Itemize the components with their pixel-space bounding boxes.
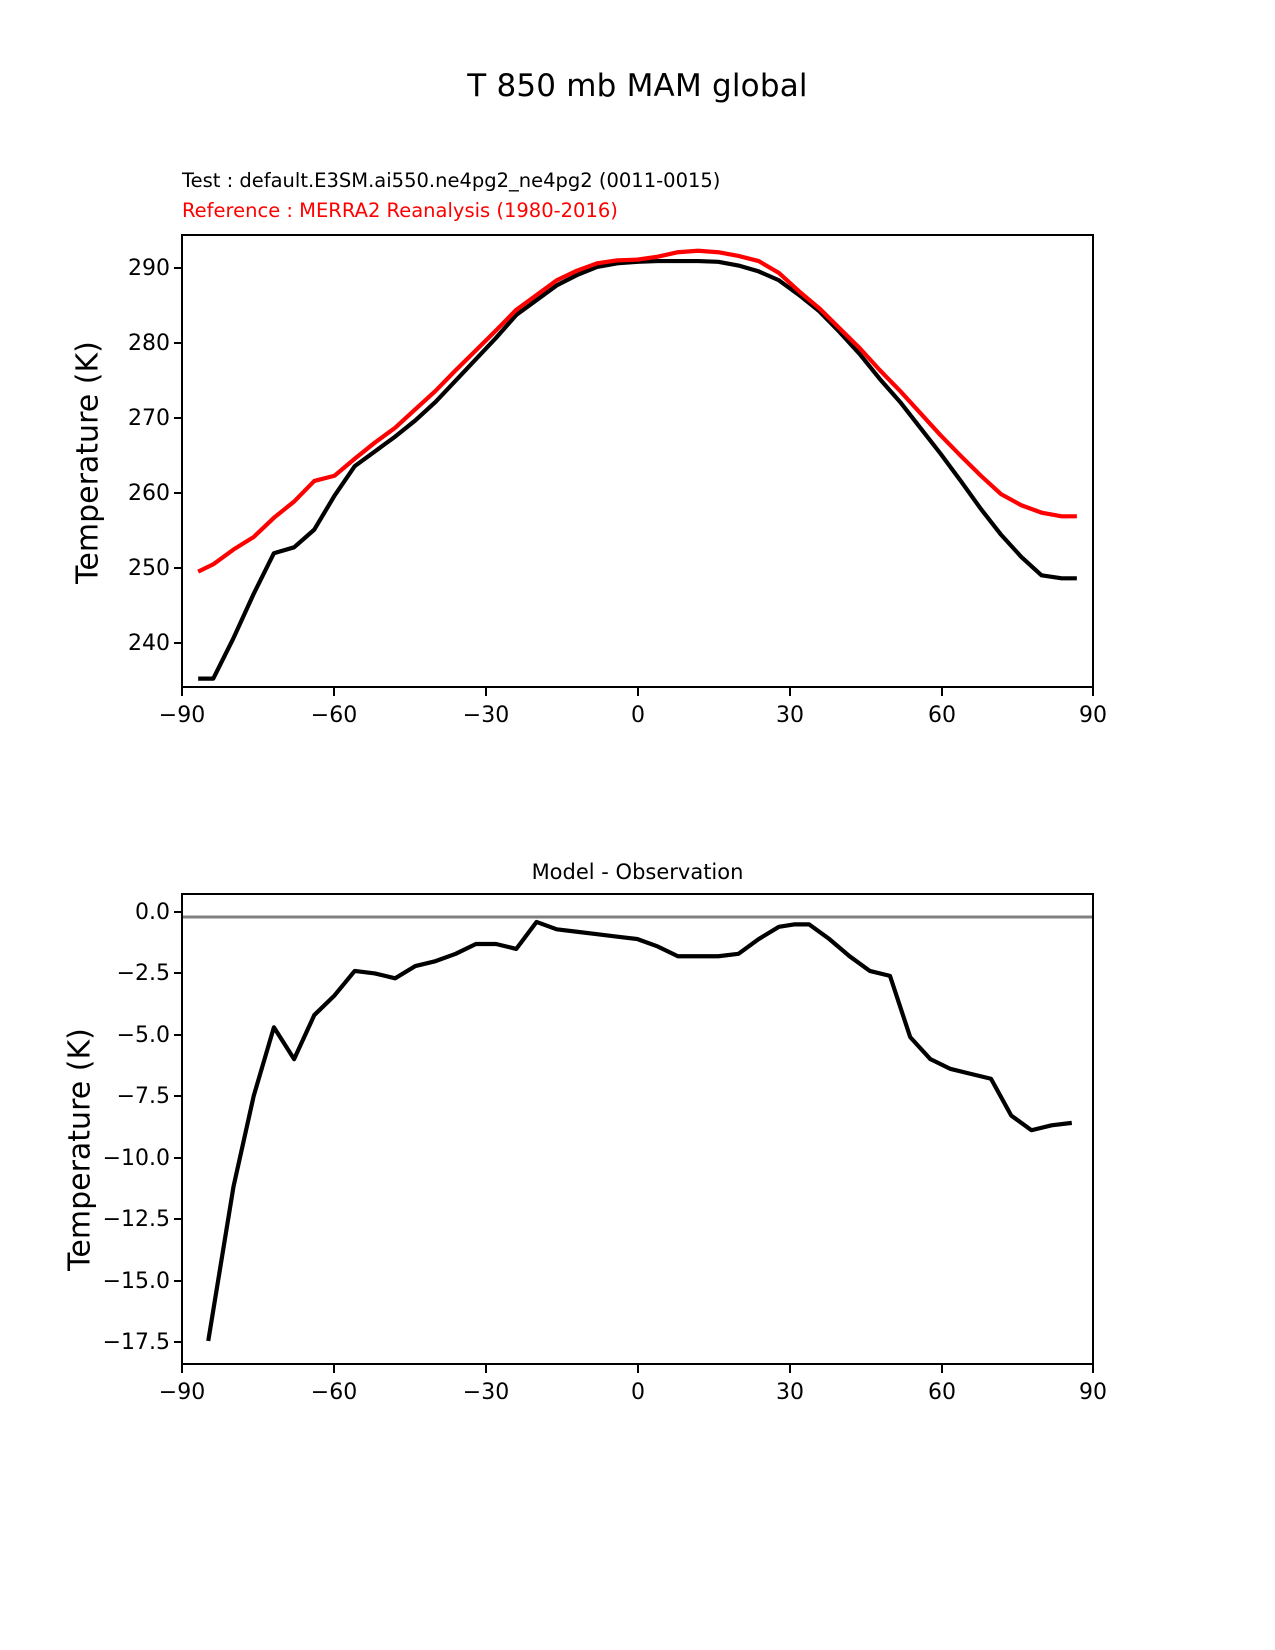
bottom-ytick-mark (174, 1280, 182, 1282)
bottom-ytick-mark (174, 1095, 182, 1097)
bottom-ytick-0: 0.0 (135, 900, 170, 925)
bottom-ytick-mark (174, 972, 182, 974)
series-line-0 (208, 922, 1072, 1341)
top-xtick-neg60: −60 (310, 703, 358, 728)
bottom-xtick-neg60: −60 (310, 1380, 358, 1405)
bottom-ytick-mark (174, 911, 182, 913)
bottom-xtick-mark (485, 1365, 487, 1373)
bottom-ytick-mark (174, 1034, 182, 1036)
bottom-ytick-neg2_5: −2.5 (116, 961, 170, 986)
bottom-ytick-neg15: −15.0 (102, 1269, 170, 1294)
bottom-ytick-mark (174, 1218, 182, 1220)
bottom-xtick-mark (333, 1365, 335, 1373)
bottom-xtick-0: 0 (631, 1380, 645, 1405)
bottom-ytick-neg17_5: −17.5 (102, 1330, 170, 1355)
top-ytick-290: 290 (128, 256, 170, 281)
top-xtick-60: 60 (928, 703, 956, 728)
bottom-xtick-60: 60 (928, 1380, 956, 1405)
bottom-xtick-mark (1092, 1365, 1094, 1373)
bottom-panel-plot-area (181, 893, 1094, 1365)
bottom-ytick-neg12_5: −12.5 (102, 1207, 170, 1232)
legend-reference-label: Reference : MERRA2 Reanalysis (1980-2016) (182, 199, 618, 222)
bottom-xtick-mark (789, 1365, 791, 1373)
bottom-ytick-neg7_5: −7.5 (116, 1084, 170, 1109)
top-xtick-30: 30 (776, 703, 804, 728)
top-xtick-0: 0 (631, 703, 645, 728)
bottom-ytick-mark (174, 1157, 182, 1159)
bottom-xtick-mark (181, 1365, 183, 1373)
top-ytick-250: 250 (128, 556, 170, 581)
bottom-ytick-mark (174, 1341, 182, 1343)
bottom-xtick-neg30: −30 (462, 1380, 510, 1405)
bottom-ytick-neg10: −10.0 (102, 1146, 170, 1171)
top-xtick-neg30: −30 (462, 703, 510, 728)
bottom-xtick-30: 30 (776, 1380, 804, 1405)
top-xtick-90: 90 (1079, 703, 1107, 728)
bottom-ytick-neg5: −5.0 (116, 1023, 170, 1048)
legend-test-label: Test : default.E3SM.ai550.ne4pg2_ne4pg2 (0011-0015) (182, 169, 721, 192)
bottom-xtick-mark (941, 1365, 943, 1373)
bottom-xtick-neg90: −90 (158, 1380, 206, 1405)
bottom-xtick-mark (637, 1365, 639, 1373)
bottom-panel-ylabel: Temperature (K) (62, 1028, 98, 1271)
bottom-xtick-90: 90 (1079, 1380, 1107, 1405)
top-ytick-280: 280 (128, 331, 170, 356)
bottom-panel-title: Model - Observation (531, 860, 744, 884)
top-xtick-neg90: −90 (158, 703, 206, 728)
top-panel-ylabel: Temperature (K) (70, 341, 106, 584)
top-ytick-270: 270 (128, 406, 170, 431)
top-ytick-240: 240 (128, 631, 170, 656)
top-ytick-260: 260 (128, 481, 170, 506)
page-title: T 850 mb MAM global (467, 68, 808, 104)
